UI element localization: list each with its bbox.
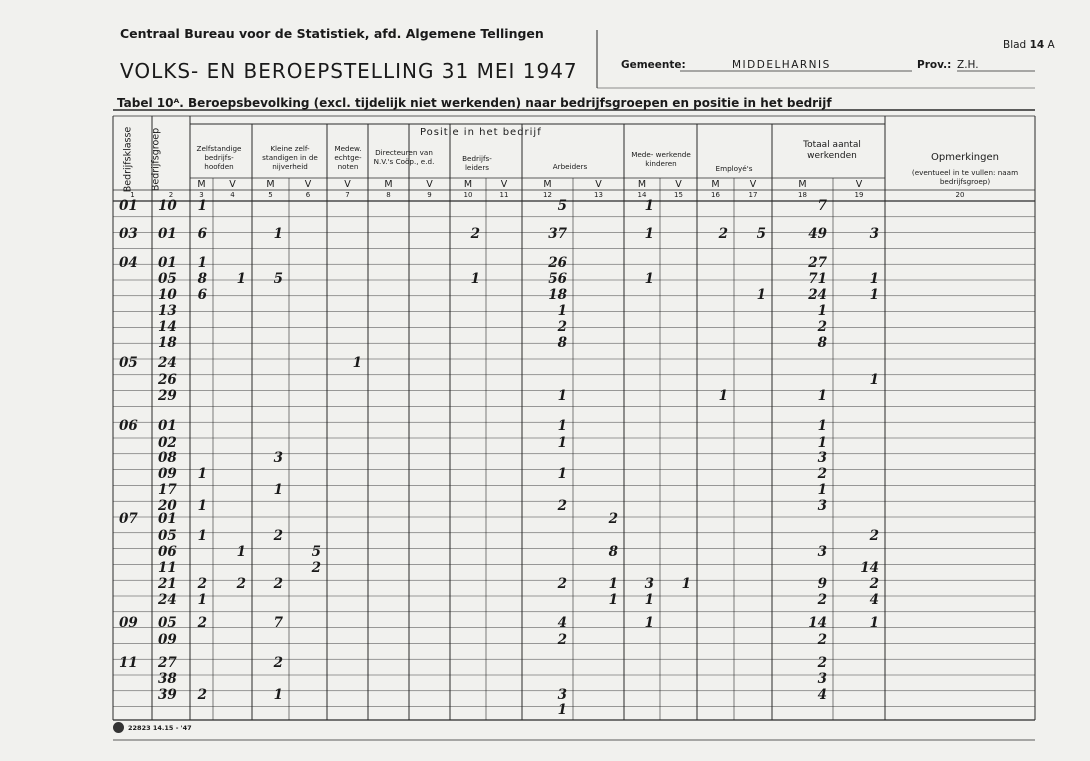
mv-header: M — [463, 179, 473, 190]
column-number: 8 — [386, 191, 391, 199]
table-cell: 05 — [158, 528, 177, 544]
col-employes: Employé's — [715, 164, 753, 173]
mv-header: V — [500, 179, 508, 190]
table-cell: 24 — [808, 287, 827, 303]
table-cell: 18 — [158, 335, 177, 351]
table-cell: 09 — [158, 632, 177, 648]
table-cell: 2 — [557, 632, 567, 648]
table-cell: 27 — [808, 255, 827, 271]
table-cell: 01 — [158, 418, 177, 434]
table-cell: 1 — [557, 418, 567, 434]
table-cell: 38 — [158, 671, 177, 687]
table-cell: 1 — [817, 388, 827, 404]
table-cell: 1 — [817, 435, 827, 451]
table-cell: 2 — [197, 576, 207, 592]
table-cell: 17 — [158, 482, 177, 498]
col-bedrijfsgroep: Bedrijfsgroep — [150, 127, 162, 192]
mv-header: M — [197, 179, 206, 190]
col-opmerkingen: Opmerkingen — [931, 152, 999, 163]
table-cell: 1 — [557, 702, 567, 718]
table-cell: 3 — [817, 498, 827, 514]
prov-value: Z.H. — [957, 59, 979, 71]
col-positie: Positie in het bedrijf — [420, 127, 542, 138]
mv-header: V — [426, 179, 433, 190]
prov-label: Prov.: — [917, 59, 952, 71]
table-cell: 5 — [557, 198, 567, 214]
table-cell: 3 — [557, 687, 567, 703]
table-cell: 1 — [681, 576, 691, 592]
table-cell: 1 — [608, 592, 618, 608]
table-cell: 4 — [557, 615, 567, 631]
table-cell: 13 — [158, 303, 177, 319]
column-number: 20 — [955, 191, 965, 199]
table-cell: 3 — [817, 671, 827, 687]
table-cell: 8 — [197, 271, 207, 287]
table-cell: 1 — [236, 271, 246, 287]
table-cell: 10 — [158, 198, 177, 214]
table-cell: 3 — [644, 576, 654, 592]
column-number: 16 — [711, 191, 720, 199]
table-cell: 4 — [869, 592, 879, 608]
table-cell: 1 — [197, 255, 207, 271]
table-cell: 09 — [119, 615, 138, 631]
table-cell: 08 — [158, 450, 177, 466]
table-cell: 2 — [869, 576, 879, 592]
table-cell: 1 — [644, 226, 654, 242]
table-cell: 2 — [869, 528, 879, 544]
col-medew: Medew. echtge- noten — [334, 144, 362, 171]
table-cell: 1 — [817, 482, 827, 498]
gemeente-label: Gemeente: — [621, 59, 686, 71]
table-cell: 05 — [158, 615, 177, 631]
table-cell: 1 — [557, 435, 567, 451]
column-number: 10 — [463, 191, 473, 199]
column-number: 19 — [854, 191, 864, 199]
table-cell: 06 — [158, 544, 177, 560]
table-cell: 1 — [869, 271, 879, 287]
column-number: 6 — [305, 191, 311, 199]
column-number: 14 — [637, 191, 647, 199]
table-cell: 2 — [273, 576, 283, 592]
col-mede: Mede- werkende kinderen — [631, 150, 691, 168]
mv-header: M — [711, 179, 720, 190]
table-cell: 37 — [548, 226, 567, 242]
table-cell: 2 — [273, 528, 283, 544]
table-cell: 24 — [158, 355, 177, 371]
column-number: 4 — [230, 191, 235, 199]
col-arbeiders: Arbeiders — [552, 162, 588, 171]
table-cell: 2 — [311, 560, 321, 576]
table-cell: 2 — [718, 226, 728, 242]
column-number: 9 — [427, 191, 432, 199]
table-cell: 2 — [817, 466, 827, 482]
mv-header: V — [229, 179, 236, 190]
col-zelfstandige: Zelfstandige bedrijfs- hoofden — [196, 144, 242, 171]
mv-header: M — [266, 179, 275, 190]
table-cell: 14 — [808, 615, 827, 631]
table-cell: 8 — [557, 335, 567, 351]
table-cell: 01 — [158, 255, 177, 271]
table-cell: 1 — [817, 303, 827, 319]
mv-header: V — [344, 179, 351, 190]
column-number: 13 — [594, 191, 603, 199]
table-cell: 2 — [557, 576, 567, 592]
column-number: 18 — [798, 191, 807, 199]
table-cell: 11 — [158, 560, 177, 576]
table-cell: 2 — [236, 576, 246, 592]
table-cell: 1 — [644, 615, 654, 631]
table-cell: 2 — [817, 592, 827, 608]
mv-header: V — [675, 179, 682, 190]
table-cell: 2 — [608, 511, 618, 527]
table-cell: 1 — [756, 287, 766, 303]
table-cell: 9 — [817, 576, 827, 592]
table-cell: 2 — [557, 319, 567, 335]
table-cell: 5 — [273, 271, 283, 287]
table-cell: 1 — [718, 388, 728, 404]
table-cell: 1 — [197, 592, 207, 608]
table-cell: 1 — [197, 466, 207, 482]
table-cell: 1 — [557, 466, 567, 482]
printer-mark-icon — [113, 722, 124, 733]
table-cell: 2 — [197, 615, 207, 631]
table-cell: 26 — [158, 372, 177, 388]
table-cell: 1 — [197, 498, 207, 514]
mv-header: V — [304, 179, 312, 190]
table-cell: 1 — [644, 198, 654, 214]
mv-header: M — [637, 179, 647, 190]
table-cell: 11 — [119, 655, 138, 671]
table-cell: 01 — [158, 511, 177, 527]
table-cell: 05 — [119, 355, 138, 371]
table-cell: 1 — [236, 544, 246, 560]
footer-print-code: 22823 14.15 - '47 — [128, 724, 192, 732]
column-number: 1 — [130, 191, 135, 199]
table-cell: 14 — [158, 319, 177, 335]
table-cell: 1 — [557, 303, 567, 319]
table-cell: 1 — [352, 355, 362, 371]
table-cell: 39 — [158, 687, 177, 703]
table-cell: 1 — [273, 687, 283, 703]
table-cell: 18 — [548, 287, 567, 303]
table-cell: 27 — [158, 655, 177, 671]
table-cell: 01 — [158, 226, 177, 242]
column-number: 2 — [168, 191, 174, 199]
table-cell: 01 — [119, 198, 138, 214]
table-cell: 1 — [644, 592, 654, 608]
bureau-name: Centraal Bureau voor de Statistiek, afd. Algemene Tellingen — [120, 26, 544, 41]
table-cell: 1 — [273, 482, 283, 498]
table-cell: 5 — [756, 226, 766, 242]
table-cell: 4 — [817, 687, 827, 703]
table-cell: 1 — [644, 271, 654, 287]
table-cell: 49 — [808, 226, 827, 242]
table-cell: 10 — [158, 287, 177, 303]
table-cell: 8 — [608, 544, 618, 560]
table-cell: 1 — [197, 198, 207, 214]
table-title: Tabel 10ᴬ. Beroepsbevolking (excl. tijdelijk niet werkenden) naar bedrijfsgroepen en positie in het bedrijf — [117, 96, 832, 110]
table-cell: 04 — [119, 255, 138, 271]
table-cell: 03 — [119, 226, 138, 242]
table-cell: 21 — [158, 576, 177, 592]
col-bedrijfsklasse: Bedrijfsklasse — [122, 126, 134, 193]
table-cell: 14 — [860, 560, 879, 576]
col-totaal: Totaal aantal werkenden — [803, 140, 861, 162]
table-cell: 2 — [817, 319, 827, 335]
table-cell: 7 — [817, 198, 827, 214]
table-cell: 2 — [557, 498, 567, 514]
table-cell: 05 — [158, 271, 177, 287]
column-number: 7 — [345, 191, 350, 199]
table-cell: 1 — [470, 271, 480, 287]
table-cell: 1 — [869, 615, 879, 631]
table-cell: 1 — [869, 372, 879, 388]
table-cell: 29 — [158, 388, 177, 404]
table-cell: 3 — [817, 544, 827, 560]
table-cell: 1 — [557, 388, 567, 404]
mv-header: M — [798, 179, 807, 190]
mv-header: M — [384, 179, 393, 190]
table-cell: 02 — [158, 435, 177, 451]
col-directeuren: Directeuren van N.V.'s Coöp., e.d. — [373, 148, 435, 166]
table-cell: 6 — [197, 226, 207, 242]
column-number: 12 — [543, 191, 552, 199]
blad-label: Blad 14 A — [1003, 39, 1055, 51]
col-kleine: Kleine zelf- standigen in de nijverheid — [262, 144, 318, 171]
table-cell: 3 — [869, 226, 879, 242]
table-cell: 1 — [608, 576, 618, 592]
column-number: 11 — [499, 191, 509, 199]
table-cell: 1 — [869, 287, 879, 303]
table-cell: 7 — [273, 615, 283, 631]
table-cell: 5 — [311, 544, 321, 560]
table-cell: 3 — [817, 450, 827, 466]
column-number: 17 — [748, 191, 758, 199]
table-cell: 2 — [470, 226, 480, 242]
column-number: 3 — [199, 191, 204, 199]
page-title: VOLKS- EN BEROEPSTELLING 31 MEI 1947 — [120, 59, 578, 83]
table-cell: 8 — [817, 335, 827, 351]
mv-header: M — [543, 179, 552, 190]
col-bedrijfsleiders: Bedrijfs- leiders — [462, 154, 492, 172]
table-cell: 24 — [158, 592, 177, 608]
table-cell: 6 — [197, 287, 207, 303]
table-cell: 06 — [119, 418, 138, 434]
col-opmerkingen-note: (eventueel in te vullen: naam bedrijfsgroep) — [911, 168, 1019, 186]
table-cell: 09 — [158, 466, 177, 482]
table-cell: 07 — [119, 511, 138, 527]
column-number: 5 — [268, 191, 273, 199]
table-cell: 2 — [817, 632, 827, 648]
table-cell: 20 — [158, 498, 177, 514]
table-cell: 71 — [808, 271, 827, 287]
table-cell: 26 — [548, 255, 567, 271]
table-cell: 3 — [273, 450, 283, 466]
table-cell: 1 — [273, 226, 283, 242]
table-cell: 2 — [273, 655, 283, 671]
table-cell: 2 — [817, 655, 827, 671]
mv-header: V — [855, 179, 863, 190]
table-cell: 1 — [197, 528, 207, 544]
gemeente-value: MIDDELHARNIS — [732, 59, 831, 71]
mv-header: V — [749, 179, 757, 190]
table-cell: 1 — [817, 418, 827, 434]
mv-header: V — [595, 179, 602, 190]
table-cell: 2 — [197, 687, 207, 703]
table-cell: 56 — [548, 271, 567, 287]
column-number: 15 — [674, 191, 683, 199]
